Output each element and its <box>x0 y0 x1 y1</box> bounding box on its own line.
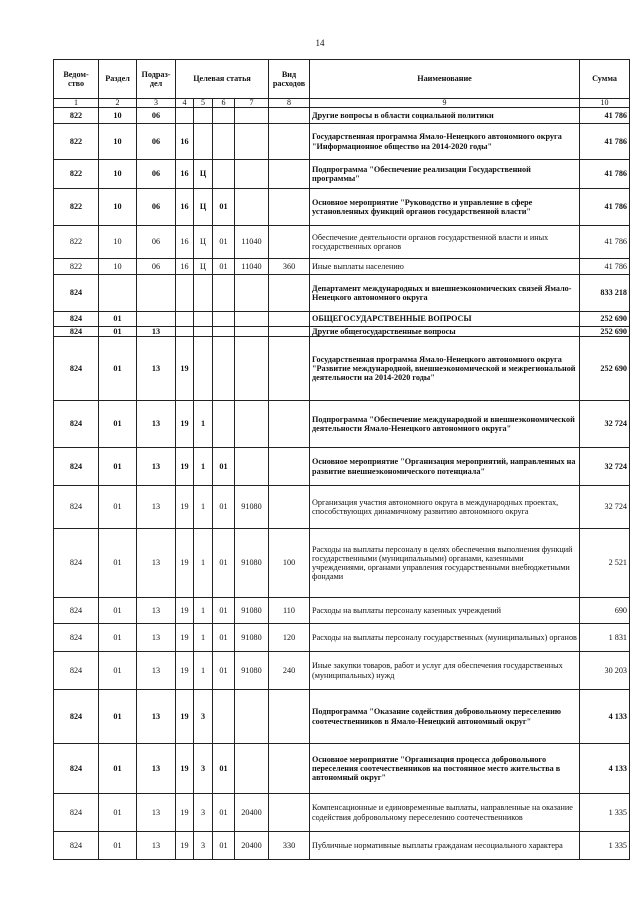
cell-event: 01 <box>213 652 235 690</box>
cell-program: 19 <box>176 401 194 448</box>
cell-podrazdel: 13 <box>137 744 176 794</box>
cell-direction: 20400 <box>235 794 269 832</box>
cell-subprogram: 3 <box>194 832 213 860</box>
cell-vedomstvo: 824 <box>54 794 99 832</box>
cell-vedomstvo: 822 <box>54 189 99 226</box>
cell-subprogram: Ц <box>194 160 213 189</box>
column-number: 10 <box>580 99 630 108</box>
cell-subprogram <box>194 124 213 160</box>
cell-subprogram <box>194 327 213 337</box>
table-row <box>54 124 630 160</box>
cell-podrazdel: 13 <box>137 598 176 624</box>
cell-summa: 41 786 <box>580 108 630 124</box>
cell-event <box>213 160 235 189</box>
cell-podrazdel: 13 <box>137 448 176 486</box>
cell-razdel: 01 <box>99 448 137 486</box>
cell-vedomstvo: 824 <box>54 337 99 401</box>
cell-event: 01 <box>213 529 235 598</box>
cell-subprogram: 3 <box>194 794 213 832</box>
cell-podrazdel: 06 <box>137 124 176 160</box>
table-row <box>54 744 630 794</box>
cell-vid-rashodov: 360 <box>269 259 310 275</box>
cell-naimenovanie: Подпрограмма "Обеспечение международной и внешнеэкономической деятельности Ямало-Ненецкого автономного округа" <box>310 401 580 448</box>
cell-event: 01 <box>213 486 235 529</box>
budget-table <box>53 59 630 860</box>
cell-podrazdel: 13 <box>137 794 176 832</box>
column-number: 3 <box>137 99 176 108</box>
cell-podrazdel <box>137 312 176 327</box>
cell-razdel: 10 <box>99 226 137 259</box>
cell-vid-rashodov <box>269 312 310 327</box>
cell-vid-rashodov <box>269 690 310 744</box>
cell-program: 19 <box>176 448 194 486</box>
table-row <box>54 259 630 275</box>
table-row <box>54 598 630 624</box>
cell-naimenovanie: Основное мероприятие "Организация мероприятий, направленных на развитие внешнеэкономического потенциала" <box>310 448 580 486</box>
cell-direction: 11040 <box>235 259 269 275</box>
cell-summa: 32 724 <box>580 448 630 486</box>
cell-program <box>176 312 194 327</box>
cell-direction: 91080 <box>235 598 269 624</box>
cell-razdel: 01 <box>99 401 137 448</box>
cell-summa: 833 218 <box>580 275 630 312</box>
cell-program: 16 <box>176 160 194 189</box>
cell-subprogram: 1 <box>194 529 213 598</box>
cell-naimenovanie: Расходы на выплаты персоналу государственных (муниципальных) органов <box>310 624 580 652</box>
cell-program: 19 <box>176 598 194 624</box>
cell-vid-rashodov <box>269 794 310 832</box>
cell-vid-rashodov <box>269 327 310 337</box>
cell-vid-rashodov <box>269 108 310 124</box>
cell-program: 19 <box>176 794 194 832</box>
cell-vid-rashodov <box>269 160 310 189</box>
cell-vedomstvo: 824 <box>54 448 99 486</box>
cell-vedomstvo: 824 <box>54 529 99 598</box>
cell-program: 19 <box>176 652 194 690</box>
cell-razdel <box>99 275 137 312</box>
table-row <box>54 832 630 860</box>
cell-naimenovanie: Другие общегосударственные вопросы <box>310 327 580 337</box>
cell-subprogram <box>194 108 213 124</box>
cell-vid-rashodov: 100 <box>269 529 310 598</box>
cell-event: 01 <box>213 832 235 860</box>
cell-program: 19 <box>176 744 194 794</box>
cell-summa: 32 724 <box>580 401 630 448</box>
cell-vedomstvo: 824 <box>54 327 99 337</box>
cell-subprogram: Ц <box>194 226 213 259</box>
cell-podrazdel: 13 <box>137 690 176 744</box>
cell-podrazdel: 13 <box>137 337 176 401</box>
cell-vid-rashodov: 330 <box>269 832 310 860</box>
cell-summa: 41 786 <box>580 124 630 160</box>
cell-vedomstvo: 822 <box>54 160 99 189</box>
cell-subprogram: 3 <box>194 690 213 744</box>
cell-podrazdel: 06 <box>137 108 176 124</box>
cell-event: 01 <box>213 448 235 486</box>
cell-program: 19 <box>176 486 194 529</box>
cell-razdel: 01 <box>99 832 137 860</box>
cell-summa: 4 133 <box>580 744 630 794</box>
cell-vedomstvo: 824 <box>54 652 99 690</box>
cell-direction: 11040 <box>235 226 269 259</box>
table-row <box>54 275 630 312</box>
cell-direction <box>235 337 269 401</box>
cell-podrazdel: 13 <box>137 401 176 448</box>
cell-razdel: 01 <box>99 690 137 744</box>
cell-summa: 4 133 <box>580 690 630 744</box>
table-row <box>54 486 630 529</box>
cell-razdel: 01 <box>99 327 137 337</box>
cell-event: 01 <box>213 624 235 652</box>
header-vedomstvo: Ведом-ство <box>54 60 99 99</box>
cell-summa: 32 724 <box>580 486 630 529</box>
cell-direction: 20400 <box>235 832 269 860</box>
cell-direction <box>235 124 269 160</box>
cell-podrazdel <box>137 275 176 312</box>
cell-podrazdel: 13 <box>137 486 176 529</box>
table-row <box>54 652 630 690</box>
cell-vedomstvo: 824 <box>54 401 99 448</box>
cell-razdel: 01 <box>99 794 137 832</box>
cell-summa: 252 690 <box>580 312 630 327</box>
header-row <box>54 60 630 99</box>
cell-direction <box>235 108 269 124</box>
cell-direction <box>235 312 269 327</box>
cell-naimenovanie: Департамент международных и внешнеэкономических связей Ямало-Ненецкого автономного округа <box>310 275 580 312</box>
cell-summa: 41 786 <box>580 226 630 259</box>
cell-razdel: 10 <box>99 259 137 275</box>
cell-vedomstvo: 824 <box>54 624 99 652</box>
table-row <box>54 794 630 832</box>
cell-event <box>213 337 235 401</box>
cell-event: 01 <box>213 189 235 226</box>
cell-direction <box>235 189 269 226</box>
table-row <box>54 160 630 189</box>
cell-summa: 690 <box>580 598 630 624</box>
cell-direction <box>235 401 269 448</box>
cell-razdel: 01 <box>99 652 137 690</box>
cell-vid-rashodov <box>269 226 310 259</box>
cell-podrazdel: 06 <box>137 189 176 226</box>
cell-program: 16 <box>176 259 194 275</box>
cell-event <box>213 275 235 312</box>
cell-subprogram: 1 <box>194 448 213 486</box>
cell-summa: 2 521 <box>580 529 630 598</box>
cell-direction: 91080 <box>235 529 269 598</box>
cell-vedomstvo: 824 <box>54 598 99 624</box>
cell-direction <box>235 448 269 486</box>
cell-vid-rashodov: 240 <box>269 652 310 690</box>
table-row <box>54 189 630 226</box>
cell-subprogram <box>194 337 213 401</box>
cell-direction <box>235 275 269 312</box>
header-celevaya-statya: Целевая статья <box>176 60 269 99</box>
page-number: 14 <box>315 38 325 48</box>
table-row <box>54 312 630 327</box>
table-row <box>54 337 630 401</box>
cell-event <box>213 312 235 327</box>
cell-vedomstvo: 822 <box>54 124 99 160</box>
cell-vedomstvo: 822 <box>54 108 99 124</box>
cell-naimenovanie: Подпрограмма "Оказание содействия добровольному переселению соотечественников в Ямало-Ненецкий автономный округ" <box>310 690 580 744</box>
cell-direction <box>235 327 269 337</box>
cell-program <box>176 275 194 312</box>
table-row <box>54 690 630 744</box>
cell-program <box>176 108 194 124</box>
table-row <box>54 327 630 337</box>
cell-program: 16 <box>176 226 194 259</box>
cell-event <box>213 401 235 448</box>
cell-vid-rashodov: 110 <box>269 598 310 624</box>
header-podrazdel: Подраз-дел <box>137 60 176 99</box>
cell-naimenovanie: Основное мероприятие "Организация процесса добровольного переселения соотечественников на постоянное место жительства в автономный округ" <box>310 744 580 794</box>
cell-razdel: 01 <box>99 624 137 652</box>
cell-naimenovanie: Организация участия автономного округа в международных проектах, способствующих динамичному развитию автономного округа <box>310 486 580 529</box>
cell-subprogram: Ц <box>194 189 213 226</box>
column-number-row <box>54 99 630 108</box>
cell-vid-rashodov <box>269 124 310 160</box>
cell-razdel: 01 <box>99 529 137 598</box>
cell-vid-rashodov <box>269 189 310 226</box>
column-number: 5 <box>194 99 213 108</box>
table-row <box>54 226 630 259</box>
cell-podrazdel: 06 <box>137 160 176 189</box>
cell-razdel: 01 <box>99 337 137 401</box>
cell-razdel: 01 <box>99 744 137 794</box>
cell-program: 16 <box>176 189 194 226</box>
cell-vid-rashodov <box>269 744 310 794</box>
cell-event: 01 <box>213 226 235 259</box>
header-summa: Сумма <box>580 60 630 99</box>
cell-event: 01 <box>213 794 235 832</box>
column-number: 6 <box>213 99 235 108</box>
column-number: 9 <box>310 99 580 108</box>
cell-naimenovanie: Расходы на выплаты персоналу в целях обеспечения выполнения функций государственными (муниципальными) органами, казенными учреждениями, органами управления государственными внебюджетными фондами <box>310 529 580 598</box>
cell-razdel: 01 <box>99 312 137 327</box>
budget-table-body <box>54 108 630 860</box>
cell-subprogram <box>194 275 213 312</box>
cell-razdel: 01 <box>99 598 137 624</box>
cell-vedomstvo: 824 <box>54 312 99 327</box>
cell-podrazdel: 13 <box>137 327 176 337</box>
cell-naimenovanie: Государственная программа Ямало-Ненецкого автономного округа "Развитие международной, внешнеэкономической и межрегиональной деятельности на 2014-2020 годы" <box>310 337 580 401</box>
cell-summa: 252 690 <box>580 337 630 401</box>
cell-podrazdel: 06 <box>137 226 176 259</box>
cell-subprogram: 1 <box>194 486 213 529</box>
cell-podrazdel: 13 <box>137 624 176 652</box>
cell-direction: 91080 <box>235 624 269 652</box>
cell-naimenovanie: ОБЩЕГОСУДАРСТВЕННЫЕ ВОПРОСЫ <box>310 312 580 327</box>
cell-naimenovanie: Подпрограмма "Обеспечение реализации Государственной программы" <box>310 160 580 189</box>
cell-subprogram: 1 <box>194 401 213 448</box>
cell-subprogram: 1 <box>194 598 213 624</box>
cell-direction <box>235 744 269 794</box>
cell-event <box>213 327 235 337</box>
cell-razdel: 10 <box>99 189 137 226</box>
cell-razdel: 10 <box>99 124 137 160</box>
cell-direction: 91080 <box>235 652 269 690</box>
cell-program: 19 <box>176 832 194 860</box>
cell-event: 01 <box>213 598 235 624</box>
cell-program: 16 <box>176 124 194 160</box>
cell-direction <box>235 690 269 744</box>
cell-vid-rashodov <box>269 401 310 448</box>
cell-naimenovanie: Компенсационные и единовременные выплаты, направленные на оказание содействия добровольному переселению соотечественников <box>310 794 580 832</box>
cell-summa: 1 335 <box>580 794 630 832</box>
cell-direction <box>235 160 269 189</box>
cell-vid-rashodov <box>269 486 310 529</box>
cell-vedomstvo: 822 <box>54 259 99 275</box>
cell-vid-rashodov <box>269 337 310 401</box>
column-number: 2 <box>99 99 137 108</box>
cell-naimenovanie: Расходы на выплаты персоналу казенных учреждений <box>310 598 580 624</box>
table-row <box>54 624 630 652</box>
cell-program: 19 <box>176 624 194 652</box>
cell-subprogram <box>194 312 213 327</box>
cell-naimenovanie: Обеспечение деятельности органов государственной власти и иных государственных органов <box>310 226 580 259</box>
cell-program <box>176 327 194 337</box>
table-row <box>54 108 630 124</box>
header-vid-rashodov: Вид расходов <box>269 60 310 99</box>
cell-vid-rashodov <box>269 275 310 312</box>
cell-summa: 41 786 <box>580 160 630 189</box>
cell-naimenovanie: Иные закупки товаров, работ и услуг для обеспечения государственных (муниципальных) нужд <box>310 652 580 690</box>
table-row <box>54 401 630 448</box>
cell-podrazdel: 13 <box>137 832 176 860</box>
cell-event <box>213 690 235 744</box>
cell-razdel: 10 <box>99 108 137 124</box>
cell-event: 01 <box>213 744 235 794</box>
cell-vid-rashodov <box>269 448 310 486</box>
cell-vedomstvo: 822 <box>54 226 99 259</box>
cell-podrazdel: 13 <box>137 652 176 690</box>
cell-event: 01 <box>213 259 235 275</box>
cell-vid-rashodov: 120 <box>269 624 310 652</box>
column-number: 8 <box>269 99 310 108</box>
cell-summa: 41 786 <box>580 259 630 275</box>
cell-summa: 1 335 <box>580 832 630 860</box>
cell-summa: 1 831 <box>580 624 630 652</box>
cell-naimenovanie: Основное мероприятие "Руководство и управление в сфере установленных функций органов государственной власти" <box>310 189 580 226</box>
column-number: 7 <box>235 99 269 108</box>
cell-subprogram: 3 <box>194 744 213 794</box>
cell-program: 19 <box>176 337 194 401</box>
cell-summa: 252 690 <box>580 327 630 337</box>
cell-program: 19 <box>176 690 194 744</box>
cell-event <box>213 108 235 124</box>
cell-summa: 30 203 <box>580 652 630 690</box>
cell-summa: 41 786 <box>580 189 630 226</box>
cell-subprogram: 1 <box>194 652 213 690</box>
cell-naimenovanie: Иные выплаты населению <box>310 259 580 275</box>
cell-razdel: 10 <box>99 160 137 189</box>
header-naimenovanie: Наименование <box>310 60 580 99</box>
cell-naimenovanie: Государственная программа Ямало-Ненецкого автономного округа "Информационное общество на 2014-2020 годы" <box>310 124 580 160</box>
cell-vedomstvo: 824 <box>54 275 99 312</box>
cell-vedomstvo: 824 <box>54 690 99 744</box>
cell-program: 19 <box>176 529 194 598</box>
cell-event <box>213 124 235 160</box>
cell-podrazdel: 06 <box>137 259 176 275</box>
column-number: 1 <box>54 99 99 108</box>
cell-direction: 91080 <box>235 486 269 529</box>
header-razdel: Раздел <box>99 60 137 99</box>
cell-vedomstvo: 824 <box>54 486 99 529</box>
table-row <box>54 448 630 486</box>
cell-naimenovanie: Другие вопросы в области социальной политики <box>310 108 580 124</box>
table-row <box>54 529 630 598</box>
cell-vedomstvo: 824 <box>54 744 99 794</box>
column-number: 4 <box>176 99 194 108</box>
cell-razdel: 01 <box>99 486 137 529</box>
cell-naimenovanie: Публичные нормативные выплаты гражданам несоциального характера <box>310 832 580 860</box>
cell-vedomstvo: 824 <box>54 832 99 860</box>
cell-subprogram: 1 <box>194 624 213 652</box>
cell-subprogram: Ц <box>194 259 213 275</box>
cell-podrazdel: 13 <box>137 529 176 598</box>
